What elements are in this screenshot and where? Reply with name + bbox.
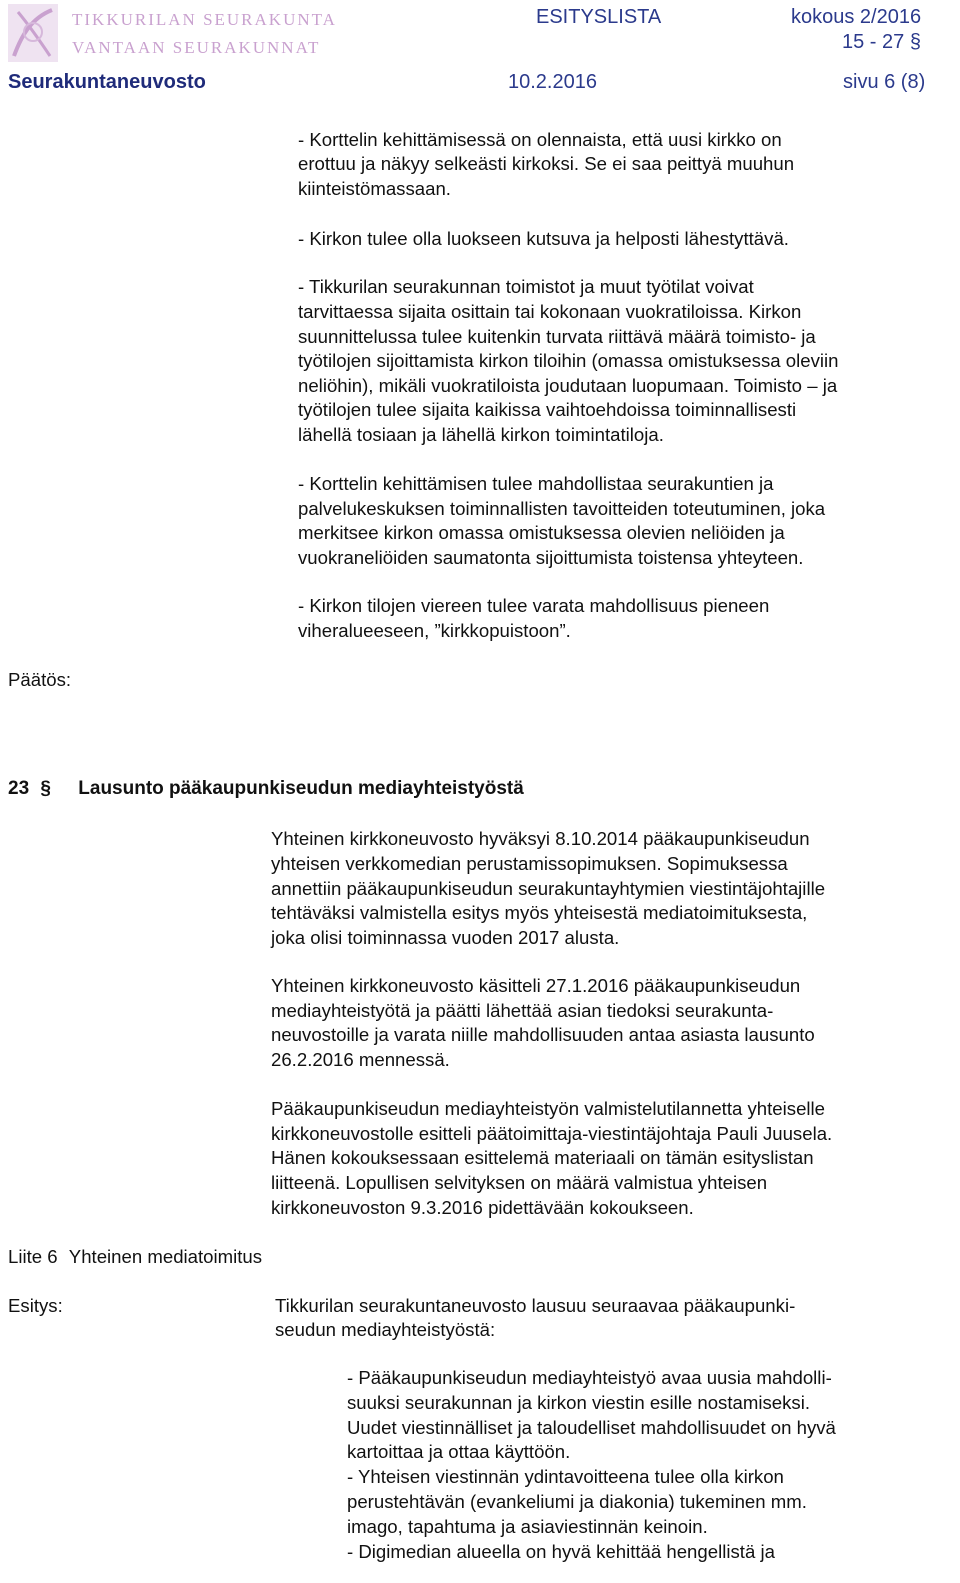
- para-1-line-2: yhteisen verkkomedian perustamissopimuksen. Sopimuksessa: [271, 853, 788, 874]
- page-number: sivu 6 (8): [843, 71, 926, 93]
- section-number: 23: [8, 778, 30, 799]
- para-3-line-3: Hänen kokouksessaan esittelemä materiaali on tämän esityslistan: [271, 1147, 814, 1168]
- proposal-point-line-4: kartoittaa ja ottaa käyttöön.: [347, 1441, 571, 1462]
- logo-line-2: VANTAAN SEURAKUNNAT: [72, 38, 321, 57]
- body-name: Seurakuntaneuvosto: [8, 71, 206, 93]
- para-3-line-5: kirkkoneuvoston 9.3.2016 pidettävään kokoukseen.: [271, 1197, 694, 1218]
- bullet-4-line-3: merkitsee kirkon omassa omistuksessa olevien neliöiden ja: [298, 522, 785, 543]
- section-symbol: §: [40, 778, 51, 799]
- meeting-date: 10.2.2016: [508, 71, 597, 93]
- bullet-4-line-1: - Korttelin kehittämisen tulee mahdollistaa seurakuntien ja: [298, 473, 774, 494]
- paragraph-range: [842, 31, 921, 54]
- proposal-point-line-5: - Yhteisen viestinnän ydintavoitteena tulee olla kirkon: [347, 1466, 784, 1487]
- bullet-5-line-1: - Kirkon tilojen viereen tulee varata mahdollisuus pieneen: [298, 595, 770, 616]
- proposal-point-line-1: - Pääkaupunkiseudun mediayhteistyö avaa uusia mahdolli-: [347, 1367, 832, 1388]
- seurakuntayhtyma-logo-icon: [8, 4, 58, 62]
- para-1-line-4: tehtäväksi valmistella esitys myös yhteisestä mediatoimituksesta,: [271, 902, 808, 923]
- para-2-line-4: 26.2.2016 mennessä.: [271, 1049, 450, 1070]
- bullet-3-line-1: - Tikkurilan seurakunnan toimistot ja muut työtilat voivat: [298, 276, 754, 297]
- bullet-3-line-2: tarvittaessa sijaita osittain tai kokonaan vuokratiloissa. Kirkon: [298, 301, 802, 322]
- attachment-reference: [8, 1245, 262, 1270]
- paragraph-range-value: 15 - 27: [842, 31, 905, 53]
- para-2-line-1: Yhteinen kirkkoneuvosto käsitteli 27.1.2016 pääkaupunkiseudun: [271, 975, 801, 996]
- attachment-title: Yhteinen mediatoimitus: [68, 1246, 263, 1267]
- para-2-line-2: mediayhteistyötä ja päätti lähettää asian tiedoksi seurakunta-: [271, 1000, 774, 1021]
- para-1-line-1: Yhteinen kirkkoneuvosto hyväksyi 8.10.2014 pääkaupunkiseudun: [271, 828, 810, 849]
- proposal-label: Esitys:: [8, 1295, 63, 1316]
- logo-line-1: TIKKURILAN SEURAKUNTA: [72, 10, 337, 29]
- para-3-line-4: liitteenä. Lopullisen selvityksen on määrä valmistua yhteisen: [271, 1172, 768, 1193]
- proposal-intro-line-1: Tikkurilan seurakuntaneuvosto lausuu seuraavaa pääkaupunki-: [275, 1295, 796, 1316]
- bullet-3-line-3: suunnittelussa tulee kuitenkin turvata riittävä määrä toimisto- ja: [298, 326, 816, 347]
- proposal-intro-line-2: seudun mediayhteistyöstä:: [275, 1319, 496, 1340]
- para-3-line-1: Pääkaupunkiseudun mediayhteistyön valmistelutilannetta yhteiselle: [271, 1098, 826, 1119]
- bullet-4-line-2: palvelukeskuksen toiminnallisten tavoitteiden toteutuminen, joka: [298, 498, 826, 519]
- proposal-point-line-3: Uudet viestinnälliset ja taloudelliset mahdollisuudet on hyvä: [347, 1417, 836, 1438]
- bullet-5-line-2: viheralueeseen, ”kirkkopuistoon”.: [298, 620, 571, 641]
- bullet-4-line-4: vuokraneliöiden saumatonta sijoittumista toistensa yhteyteen.: [298, 547, 804, 568]
- bullet-1-line-3: kiinteistömassaan.: [298, 178, 451, 199]
- bullet-2-line-1: - Kirkon tulee olla luokseen kutsuva ja helposti lähestyttävä.: [298, 228, 789, 249]
- decision-label: Päätös:: [8, 669, 72, 690]
- proposal-point-line-7: imago, tapahtuma ja asiaviestinnän keinoin.: [347, 1516, 708, 1537]
- doc-type: ESITYSLISTA: [536, 6, 662, 28]
- proposal-point-line-8: - Digimedian alueella on hyvä kehittää hengellistä ja: [347, 1541, 775, 1562]
- proposal-point-line-6: perustehtävän (evankeliumi ja diakonia) tukeminen mm.: [347, 1491, 807, 1512]
- bullet-3-line-5: neliöhin), mikäli vuokratiloista joudutaan luopumaan. Toimisto – ja: [298, 375, 838, 396]
- para-3-line-2: kirkkoneuvostolle esitteli päätoimittaja-viestintäjohtaja Pauli Juusela.: [271, 1123, 833, 1144]
- para-2-line-3: neuvostoille ja varata niille mahdollisuuden antaa asiasta lausunto: [271, 1024, 815, 1045]
- bullet-1-line-1: - Korttelin kehittämisessä on olennaista, että uusi kirkko on: [298, 129, 782, 150]
- bullet-3-line-7: lähellä tosiaan ja lähellä kirkon toimintatiloja.: [298, 424, 664, 445]
- para-1-line-5: joka olisi toiminnassa vuoden 2017 alusta.: [271, 927, 620, 948]
- bullet-3-line-4: työtilojen sijoittamista kirkon tiloihin (omassa omistuksessa oleviin: [298, 350, 839, 371]
- section-title: Lausunto pääkaupunkiseudun mediayhteistyöstä: [78, 778, 524, 799]
- attachment-label: Liite 6: [8, 1246, 58, 1267]
- section-heading: [8, 778, 524, 800]
- proposal-point-line-2: suuksi seurakunnan ja kirkon viestin esille nostamiseksi.: [347, 1392, 810, 1413]
- para-1-line-3: annettiin pääkaupunkiseudun seurakuntayhtymien viestintäjohtajille: [271, 878, 826, 899]
- bullet-1-line-2: erottuu ja näkyy selkeästi kirkoksi. Se ei saa peittyä muuhun: [298, 153, 795, 174]
- meeting-number: kokous 2/2016: [791, 6, 922, 28]
- bullet-3-line-6: työtilojen tulee sijaita kaikissa vaihtoehdoissa toiminnallisesti: [298, 399, 797, 420]
- paragraph-symbol: §: [909, 31, 921, 53]
